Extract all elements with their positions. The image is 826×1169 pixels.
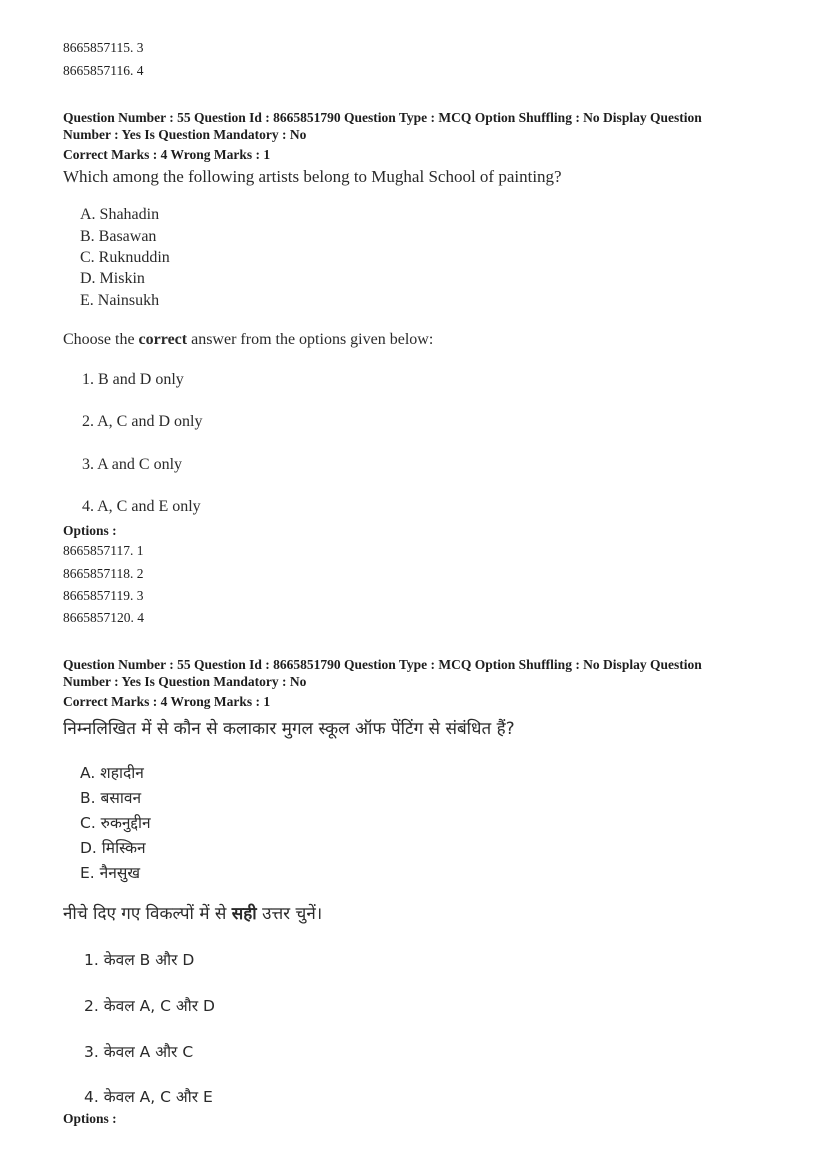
choose-text: नीचे दिए गए विकल्पों में से — [63, 904, 232, 924]
option-line: 8665857117. 1 — [63, 543, 144, 558]
question-text: Which among the following artists belong to Mughal School of painting? — [63, 167, 562, 186]
list-item: E. नैनसुख — [80, 864, 141, 882]
list-item: A. शहादीन — [80, 764, 144, 782]
answer-choice: 1. केवल B और D — [84, 951, 195, 969]
answer-choice: 4. A, C and E only — [82, 498, 201, 515]
choose-emphasis: सही — [231, 904, 257, 924]
answer-choice: 3. A and C only — [82, 456, 183, 473]
list-item: D. मिस्किन — [80, 839, 146, 857]
list-item: B. Basawan — [80, 228, 157, 245]
marks-line: Correct Marks : 4 Wrong Marks : 1 — [63, 694, 271, 709]
answer-choice: 3. केवल A और C — [84, 1043, 194, 1061]
option-line: 8665857116. 4 — [63, 63, 144, 78]
question-meta-line2: Number : Yes Is Question Mandatory : No — [63, 127, 307, 142]
choose-instruction — [63, 331, 433, 349]
choose-text: Choose the — [63, 331, 139, 348]
option-line: 8665857119. 3 — [63, 588, 144, 603]
marks-line: Correct Marks : 4 Wrong Marks : 1 — [63, 147, 271, 162]
list-item: E. Nainsukh — [80, 292, 160, 309]
options-label: Options : — [63, 523, 117, 538]
options-label: Options : — [63, 1111, 117, 1126]
choose-text: answer from the options given below: — [187, 331, 434, 348]
list-item: B. बसावन — [80, 789, 142, 807]
question-meta-line1: Question Number : 55 Question Id : 8665851790 Question Type : MCQ Option Shuffling : No Display Question — [63, 657, 702, 672]
list-item: A. Shahadin — [80, 206, 160, 223]
list-item: D. Miskin — [80, 270, 145, 287]
choose-emphasis: correct — [138, 331, 188, 348]
question-meta-line1: Question Number : 55 Question Id : 8665851790 Question Type : MCQ Option Shuffling : No Display Question — [63, 110, 702, 125]
option-line: 8665857115. 3 — [63, 40, 144, 55]
answer-choice: 4. केवल A, C और E — [84, 1088, 213, 1106]
option-line: 8665857120. 4 — [63, 610, 144, 625]
option-line: 8665857118. 2 — [63, 566, 144, 581]
answer-choice: 2. केवल A, C और D — [84, 997, 215, 1015]
choose-instruction-hindi — [63, 901, 322, 924]
list-item: C. रुकनुद्दीन — [80, 814, 151, 832]
question-text-hindi: निम्नलिखित में से कौन से कलाकार मुगल स्कूल ऑफ पेंटिंग से संबंधित हैं? — [63, 719, 515, 739]
question-meta-line2: Number : Yes Is Question Mandatory : No — [63, 674, 307, 689]
choose-text: उत्तर चुनें। — [256, 904, 323, 924]
answer-choice: 2. A, C and D only — [82, 413, 203, 430]
answer-choice: 1. B and D only — [82, 371, 184, 388]
list-item: C. Ruknuddin — [80, 249, 170, 266]
